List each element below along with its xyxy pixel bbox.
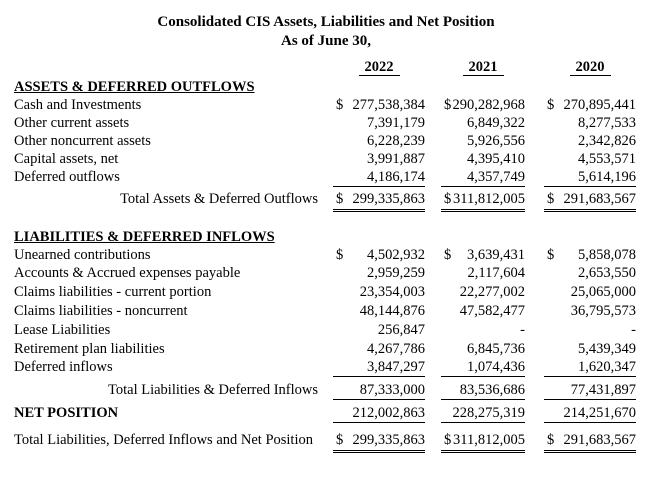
year-header-2020: 2020	[544, 58, 636, 76]
value-cell: $ 299,335,863	[333, 431, 425, 453]
table-row	[0, 168, 652, 186]
table-row	[0, 321, 652, 339]
value-cell: 6,849,322	[467, 115, 525, 131]
row-label: Total Liabilities, Deferred Inflows and Net Position	[14, 432, 313, 448]
value-cell: 36,795,573	[570, 303, 636, 319]
row-label: Accounts & Accrued expenses payable	[14, 265, 241, 281]
table-row	[0, 358, 652, 376]
value-cell: 2,117,604	[467, 265, 525, 281]
table-row	[0, 264, 652, 282]
row-label: Claims liabilities - noncurrent	[14, 303, 188, 319]
row-label: Deferred outflows	[14, 169, 120, 185]
value-cell: 4,395,410	[467, 151, 525, 167]
value-cell: 1,074,436	[441, 358, 525, 377]
value-cell: 4,553,571	[578, 151, 636, 167]
table-row	[0, 246, 652, 264]
table-row	[0, 302, 652, 320]
value-cell: 77,431,897	[544, 381, 636, 400]
value-cell: 8,277,533	[578, 115, 636, 131]
assets-heading	[0, 78, 652, 96]
value-cell: 3,991,887	[367, 151, 425, 167]
year-header-2022: 2022	[333, 58, 425, 76]
table-row	[0, 96, 652, 114]
year-header-2021: 2021	[441, 58, 525, 76]
row-label: Capital assets, net	[14, 151, 119, 167]
value-cell: 87,333,000	[333, 381, 425, 400]
row-label: Total Assets & Deferred Outflows	[120, 191, 318, 207]
row-label: Unearned contributions	[14, 247, 151, 263]
value-cell: 5,926,556	[467, 133, 525, 149]
value-cell: $ 311,812,005	[441, 431, 525, 453]
value-cell: $ 291,683,567	[544, 431, 636, 453]
liabilities-heading	[0, 228, 652, 246]
value-cell: $ 3,639,431	[444, 247, 525, 263]
value-cell: $ 270,895,441	[547, 97, 636, 113]
table-row	[0, 283, 652, 301]
value-cell: 228,275,319	[441, 404, 525, 423]
value-cell: 25,065,000	[570, 284, 636, 300]
value-cell: 2,342,826	[578, 133, 636, 149]
value-cell: $ 290,282,968	[444, 97, 525, 113]
value-cell: 5,614,196	[544, 168, 636, 187]
table-row	[0, 150, 652, 168]
value-cell: $ 4,502,932	[336, 247, 425, 263]
value-cell: 2,959,259	[367, 265, 425, 281]
value-cell: 5,439,349	[578, 341, 636, 357]
row-label: NET POSITION	[14, 405, 119, 421]
row-label: Claims liabilities - current portion	[14, 284, 212, 300]
value-cell: 6,845,736	[467, 341, 525, 357]
report-subtitle: As of June 30,	[280, 33, 371, 49]
value-cell: 6,228,239	[367, 133, 425, 149]
value-cell: 256,847	[377, 322, 425, 338]
row-label: Total Liabilities & Deferred Inflows	[108, 382, 318, 398]
assets-total-row	[0, 190, 652, 208]
table-row	[0, 114, 652, 132]
value-cell: -	[631, 322, 636, 338]
section-heading: LIABILITIES & DEFERRED INFLOWS	[14, 229, 275, 245]
value-cell: -	[520, 322, 525, 338]
value-cell: 212,002,863	[333, 404, 425, 423]
row-label: Other current assets	[14, 115, 130, 131]
value-cell: 3,847,297	[333, 358, 425, 377]
value-cell: 48,144,876	[359, 303, 425, 319]
section-heading: ASSETS & DEFERRED OUTFLOWS	[14, 79, 255, 95]
row-label: Deferred inflows	[14, 359, 113, 375]
table-row	[0, 340, 652, 358]
value-cell: 22,277,002	[459, 284, 525, 300]
value-cell: 2,653,550	[578, 265, 636, 281]
row-label: Retirement plan liabilities	[14, 341, 165, 357]
grand-total-row	[0, 431, 652, 449]
value-cell: $ 277,538,384	[336, 97, 425, 113]
report-title: Consolidated CIS Assets, Liabilities and Net Position	[157, 14, 495, 30]
value-cell: $ 5,858,078	[547, 247, 636, 263]
value-cell: $ 311,812,005	[441, 190, 525, 212]
value-cell: 214,251,670	[544, 404, 636, 423]
value-cell: 1,620,347	[544, 358, 636, 377]
value-cell: 4,267,786	[367, 341, 425, 357]
value-cell: 47,582,477	[459, 303, 525, 319]
row-label: Cash and Investments	[14, 97, 142, 113]
value-cell: 7,391,179	[367, 115, 425, 131]
value-cell: 83,536,686	[441, 381, 525, 400]
row-label: Other noncurrent assets	[14, 133, 151, 149]
value-cell: 4,357,749	[441, 168, 525, 187]
table-row	[0, 132, 652, 150]
value-cell: 4,186,174	[333, 168, 425, 187]
net-position-row	[0, 404, 652, 422]
row-label: Lease Liabilities	[14, 322, 111, 338]
value-cell: 23,354,003	[359, 284, 425, 300]
value-cell: $ 299,335,863	[333, 190, 425, 212]
liabilities-total-row	[0, 381, 652, 399]
value-cell: $ 291,683,567	[544, 190, 636, 212]
